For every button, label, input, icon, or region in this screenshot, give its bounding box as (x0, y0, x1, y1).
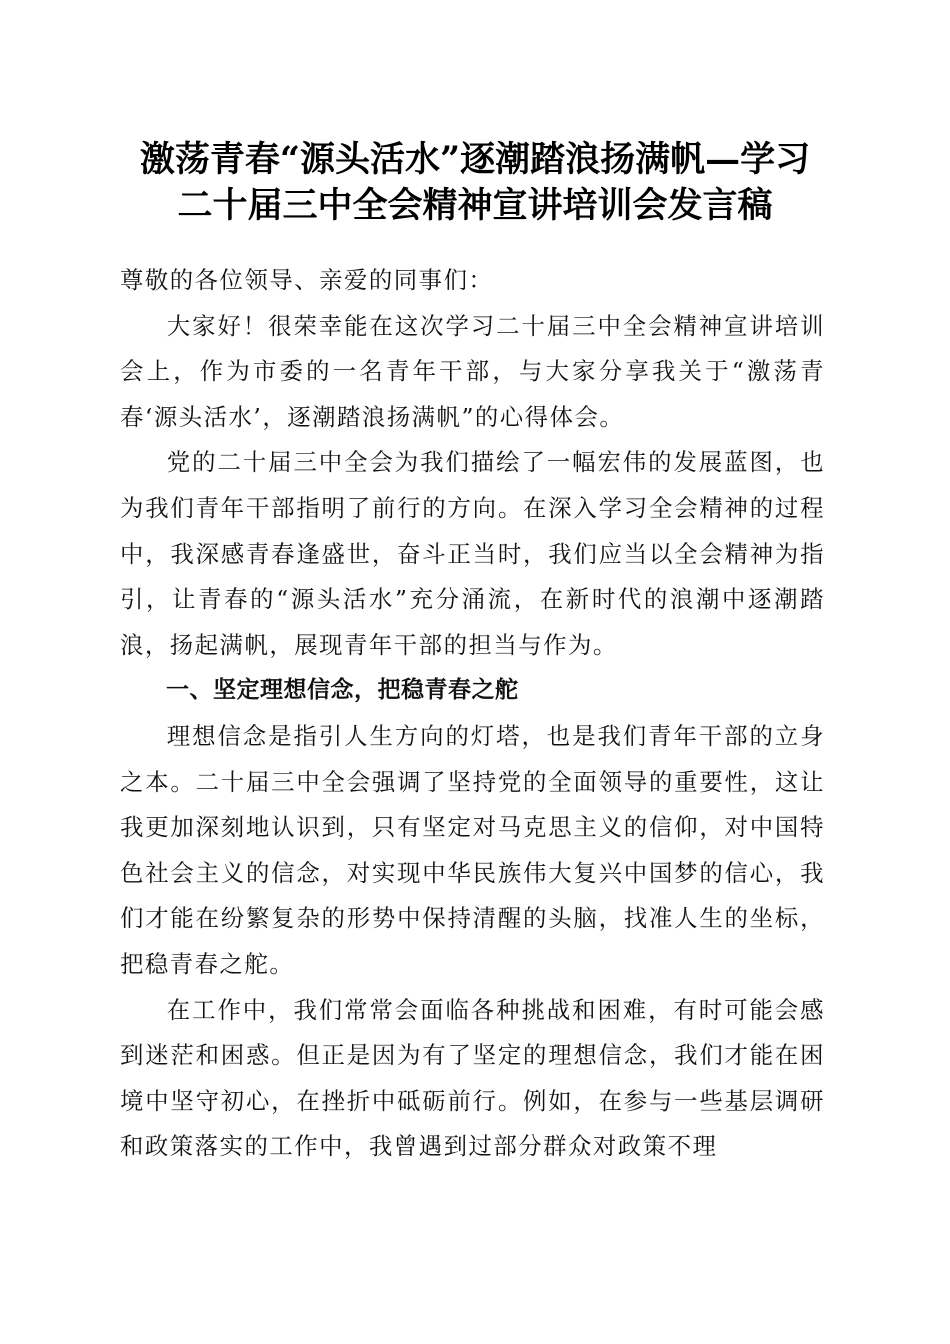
section-heading-1: 一、坚定理想信念，把稳青春之舵 (166, 677, 519, 704)
document-title-line-2: 二十届三中全会精神宣讲培训会发言稿 (177, 185, 773, 226)
document-body (120, 258, 825, 1170)
paragraph-intro: 大家好！很荣幸能在这次学习二十届三中全会精神宣讲培训会上，作为市委的一名青年干部，与大家分享我关于“激荡青春‘源头活水’，逐潮踏浪扬满帆”的心得体会。 (120, 311, 825, 431)
paragraph-background: 党的二十届三中全会为我们描绘了一幅宏伟的发展蓝图，也为我们青年干部指明了前行的方向。在深入学习全会精神的过程中，我深感青春逢盛世，奋斗正当时，我们应当以全会精神为指引，让青春的“源头活水”充分涌流，在新时代的浪潮中逐潮踏浪，扬起满帆，展现青年干部的担当与作为。 (120, 448, 825, 659)
salutation: 尊敬的各位领导、亲爱的同事们： (120, 266, 494, 294)
paragraph-ideals: 理想信念是指引人生方向的灯塔，也是我们青年干部的立身之本。二十届三中全会强调了坚持党的全面领导的重要性，这让我更加深刻地认识到，只有坚定对马克思主义的信仰，对中国特色社会主义的信念，对实现中华民族伟大复兴中国梦的信心，我们才能在纷繁复杂的形势中保持清醒的头脑，找准人生的坐标，把稳青春之舵。 (120, 721, 825, 978)
paragraph-work-challenges: 在工作中，我们常常会面临各种挑战和困难，有时可能会感到迷茫和困惑。但正是因为有了坚定的理想信念，我们才能在困境中坚守初心，在挫折中砥砺前行。例如，在参与一些基层调研和政策落实的工作中，我曾遇到过部分群众对政策不理 (120, 995, 825, 1161)
document-title-line-1: 激荡青春“源头活水”逐潮踏浪扬满帆—学习 (139, 139, 811, 180)
